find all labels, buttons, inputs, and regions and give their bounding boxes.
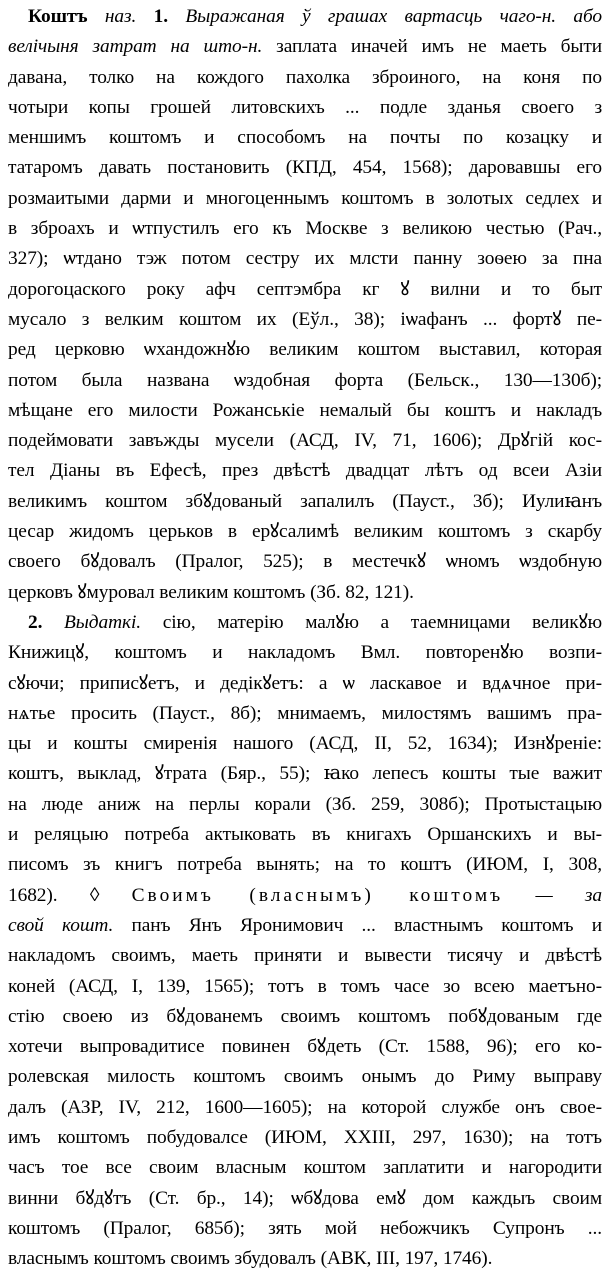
text-line: [8, 275, 602, 305]
text-segment: коней (АСД, I, 139, 1565); тотъ в томъ часе зо всею маетъно-: [8, 975, 602, 997]
text-segment: мѣщане его милости Рожанськіе немалый бы коштъ и накладъ: [8, 399, 602, 421]
text-line: [8, 487, 602, 517]
text-line: [8, 244, 602, 274]
text-segment: в зброахъ и ѡтпустилъ его къ Москве з великою честью (Рач.,: [8, 218, 602, 240]
text-segment: ред церковю ѡхандожнꙋю великим коштом выставил, которая: [8, 339, 602, 361]
text-line: [8, 729, 602, 759]
text-segment: наз.: [104, 6, 137, 27]
text-line: [8, 578, 602, 608]
text-segment: и реляцыю потреба актыковать въ книгахъ Оршанскихъ и вы-: [8, 824, 602, 846]
text-segment: 1682). ◊: [8, 884, 132, 906]
text-segment: накладомъ своимъ, маеть приняти и вывести тисячу и двѣстѣ: [8, 945, 602, 967]
text-line: [8, 972, 602, 1002]
text-segment: винни бꙋдꙋтъ (Ст. бр., 14); ѡбꙋдова емꙋ дом каждыъ своим: [8, 1187, 602, 1209]
text-line: [8, 2, 602, 32]
text-segment: чотыри копы грошей литовскихъ ... подле зданья своего з: [8, 96, 602, 118]
text-segment: коштъ, выклад, ꙋтрата (Бяр., 55); ꙗко лепесъ кошты тые важит: [8, 763, 602, 785]
text-line: [8, 396, 602, 426]
text-line: [8, 1032, 602, 1062]
text-segment: сꙋючи; приписꙋетъ, и дедікꙋетъ: а ѡ ласкавое и вдѧчное при-: [8, 672, 602, 694]
text-segment: своего бꙋдовалъ (Пралог, 525); в местечкꙋ ѡномъ ѡздобную: [8, 551, 602, 573]
text-segment: заплата иначей имъ не маеть быти: [262, 36, 602, 58]
text-segment: Книжицꙋ, коштомъ и накладомъ Вмл. повторенꙋю возпи-: [8, 642, 602, 664]
text-segment: хотечи выпровадитисе повинен бꙋдеть (Ст. 1588, 96); его ко-: [8, 1036, 602, 1058]
text-segment: тел Діаны въ Ефесѣ, през двѣстѣ двадцат лѣтъ од всеи Азіи: [8, 460, 602, 482]
text-segment: великимъ коштом збꙋдованый запалилъ (Пауст., 3б); Иулиꙗнъ: [8, 490, 602, 512]
text-segment: власнымъ коштомъ своимъ збудовалъ (АВК, III, 197, 1746).: [8, 1248, 493, 1270]
text-line: [8, 1123, 602, 1153]
text-line: [8, 911, 602, 941]
text-segment: мусало з велким коштом их (Еўл., 38); іѡафанъ ... фортꙋ пе-: [8, 308, 602, 330]
text-line: [8, 1184, 602, 1214]
text-line: [8, 517, 602, 547]
text-line: [8, 426, 602, 456]
text-segment: стію своею из бꙋдованемъ своимъ коштомъ побꙋдованым где: [8, 1005, 602, 1027]
text-line: [8, 669, 602, 699]
text-segment: часъ тое все своим власным коштом заплатити и нагородити: [8, 1157, 602, 1179]
text-segment: дорогоцаского року афч септэмбра кг ꙋ вилни и то быт: [8, 278, 602, 300]
text-line: [8, 456, 602, 486]
text-line: [8, 1214, 602, 1244]
text-line: [8, 1244, 602, 1274]
text-segment: Выражаная ў грашах вартасць чаго-н. або: [167, 6, 602, 27]
text-line: [8, 93, 602, 123]
text-line: [8, 366, 602, 396]
text-line: [8, 790, 602, 820]
text-segment: далъ (АЗР, IV, 212, 1600—1605); на которой службе онъ свое-: [8, 1096, 602, 1118]
text-segment: — за: [503, 884, 602, 906]
text-segment: цесар жидомъ церьков в ерꙋсалимѣ великим коштомъ з скарбу: [8, 521, 602, 543]
text-segment: Своимъ (власнымъ) коштомъ: [131, 884, 504, 906]
text-segment: 327); ѡтдано тэж потом сестру их млсти панну зоѳею за пна: [8, 248, 602, 270]
text-line: [8, 123, 602, 153]
text-line: [8, 214, 602, 244]
text-segment: потом была названа ѡздобная форта (Бельск., 130—130б);: [8, 369, 602, 391]
text-line: [8, 1153, 602, 1183]
text-line: [8, 547, 602, 577]
text-line: [8, 638, 602, 668]
text-line: [8, 184, 602, 214]
text-line: [8, 759, 602, 789]
text-segment: подеймовати завъжды мусели (АСД, IV, 71, 1606); Дрꙋгій кос-: [8, 430, 602, 452]
text-segment: на люде аниж на перлы корали (Зб. 259, 308б); Протыстацыю: [8, 793, 602, 815]
text-segment: сію, матерію малꙋю а таемницами великꙋю: [141, 611, 602, 633]
text-segment: [88, 6, 105, 27]
text-line: [8, 1002, 602, 1032]
text-segment: писомъ зъ книгъ потреба вынять; на то коштъ (ИЮМ, I, 308,: [8, 854, 602, 876]
text-segment: нѧтье просить (Пауст., 8б); мнимаемъ, милостямъ вашимъ пра-: [8, 702, 602, 724]
text-line: [8, 1093, 602, 1123]
text-segment: татаромъ давать постановить (КПД, 454, 1568); даровавшы его: [8, 157, 602, 179]
text-line: [8, 699, 602, 729]
text-segment: [42, 612, 64, 633]
text-line: [8, 305, 602, 335]
text-line: [8, 881, 602, 911]
text-line: [8, 335, 602, 365]
text-segment: имъ коштомъ побудовалсе (ИЮМ, XXIII, 297, 1630); на тотъ: [8, 1126, 602, 1148]
text-segment: [136, 6, 153, 27]
text-segment: розмаитыми дарми и многоценнымъ коштомъ в золотых седлех и: [8, 187, 602, 209]
headword: Коштъ: [28, 6, 88, 27]
text-segment: коштомъ (Пралог, 685б); зять мой небожчикъ Супронъ ...: [8, 1217, 602, 1239]
text-segment: свой кошт.: [8, 914, 114, 936]
text-line: [8, 820, 602, 850]
text-line: [8, 608, 602, 638]
text-line: [8, 32, 602, 62]
text-line: [8, 1062, 602, 1092]
sense-number: 2.: [28, 611, 43, 633]
text-segment: панъ Янъ Яронимович ... властнымъ коштомъ и: [113, 914, 602, 936]
text-segment: церковъ ꙋмуровал великим коштомъ (Зб. 82, 121).: [8, 581, 414, 603]
text-segment: давана, толко на кождого пахолка зброиного, на коня по: [8, 66, 602, 88]
text-segment: велічыня затрат на што-н.: [8, 36, 263, 58]
text-line: [8, 941, 602, 971]
text-segment: меншимъ коштомъ и способомъ на почты по козацку и: [8, 127, 602, 149]
text-line: [8, 63, 602, 93]
sense-number: 1.: [153, 6, 168, 27]
text-segment: ролевская милость коштомъ своимъ онымъ до Риму выправу: [8, 1066, 602, 1088]
text-segment: Выдаткі.: [64, 611, 142, 633]
text-segment: цы и кошты смиренія нашого (АСД, II, 52, 1634); Изнꙋреніе:: [8, 733, 602, 755]
text-line: [8, 850, 602, 880]
text-line: [8, 153, 602, 183]
